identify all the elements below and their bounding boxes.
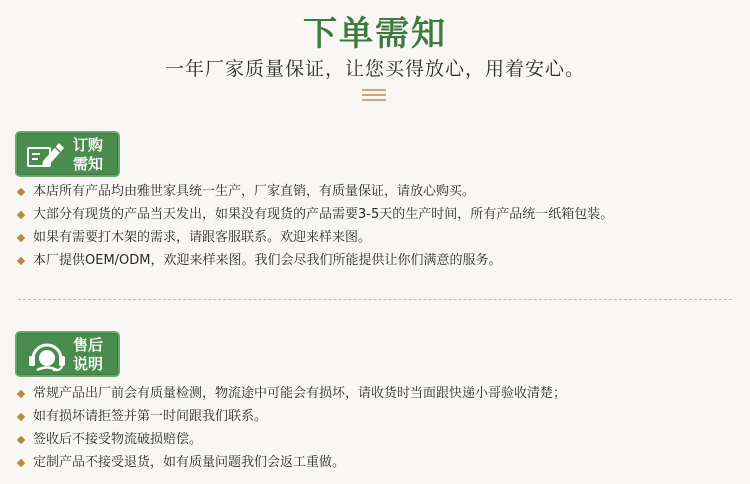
ornament-lines-icon [362,89,386,102]
ordering-notice-list [15,180,613,272]
list-item: 定制产品不接受退货，如有质量问题我们会返工重做。 [15,451,566,474]
list-item: 本厂提供OEM/ODM，欢迎来样来图。我们会尽我们所能提供让你们满意的服务。 [15,249,613,272]
ordering-badge-line1: 订购 [73,136,104,154]
headset-icon [25,339,69,373]
page-subtitle: 一年厂家质量保证，让您买得放心，用着安心。 [164,58,585,80]
page-title: 下单需知 [303,14,447,54]
list-item: 签收后不接受物流破损赔偿。 [15,428,566,451]
list-item: 如有损坏请拒签并第一时间跟我们联系。 [15,405,566,428]
list-item: 本店所有产品均由雅世家具统一生产，厂家直销，有质量保证，请放心购买。 [15,180,613,203]
section-divider [18,299,732,300]
pencil-paper-icon [25,139,69,171]
list-item: 如果有需要打木架的需求，请跟客服联系。欢迎来样来图。 [15,226,613,249]
ordering-notice-badge [15,131,120,177]
after-sales-list [15,382,566,474]
list-item: 常规产品出厂前会有质量检测，物流途中可能会有损坏，请收货时当面跟快递小哥验收清楚； [15,382,566,405]
aftersales-badge-line2: 说明 [73,355,104,373]
list-item: 大部分有现货的产品当天发出，如果没有现货的产品需要3-5天的生产时间，所有产品统一纸箱包装。 [15,203,613,226]
after-sales-badge [15,331,120,377]
aftersales-badge-line1: 售后 [73,336,104,354]
ordering-badge-line2: 需知 [73,155,104,173]
